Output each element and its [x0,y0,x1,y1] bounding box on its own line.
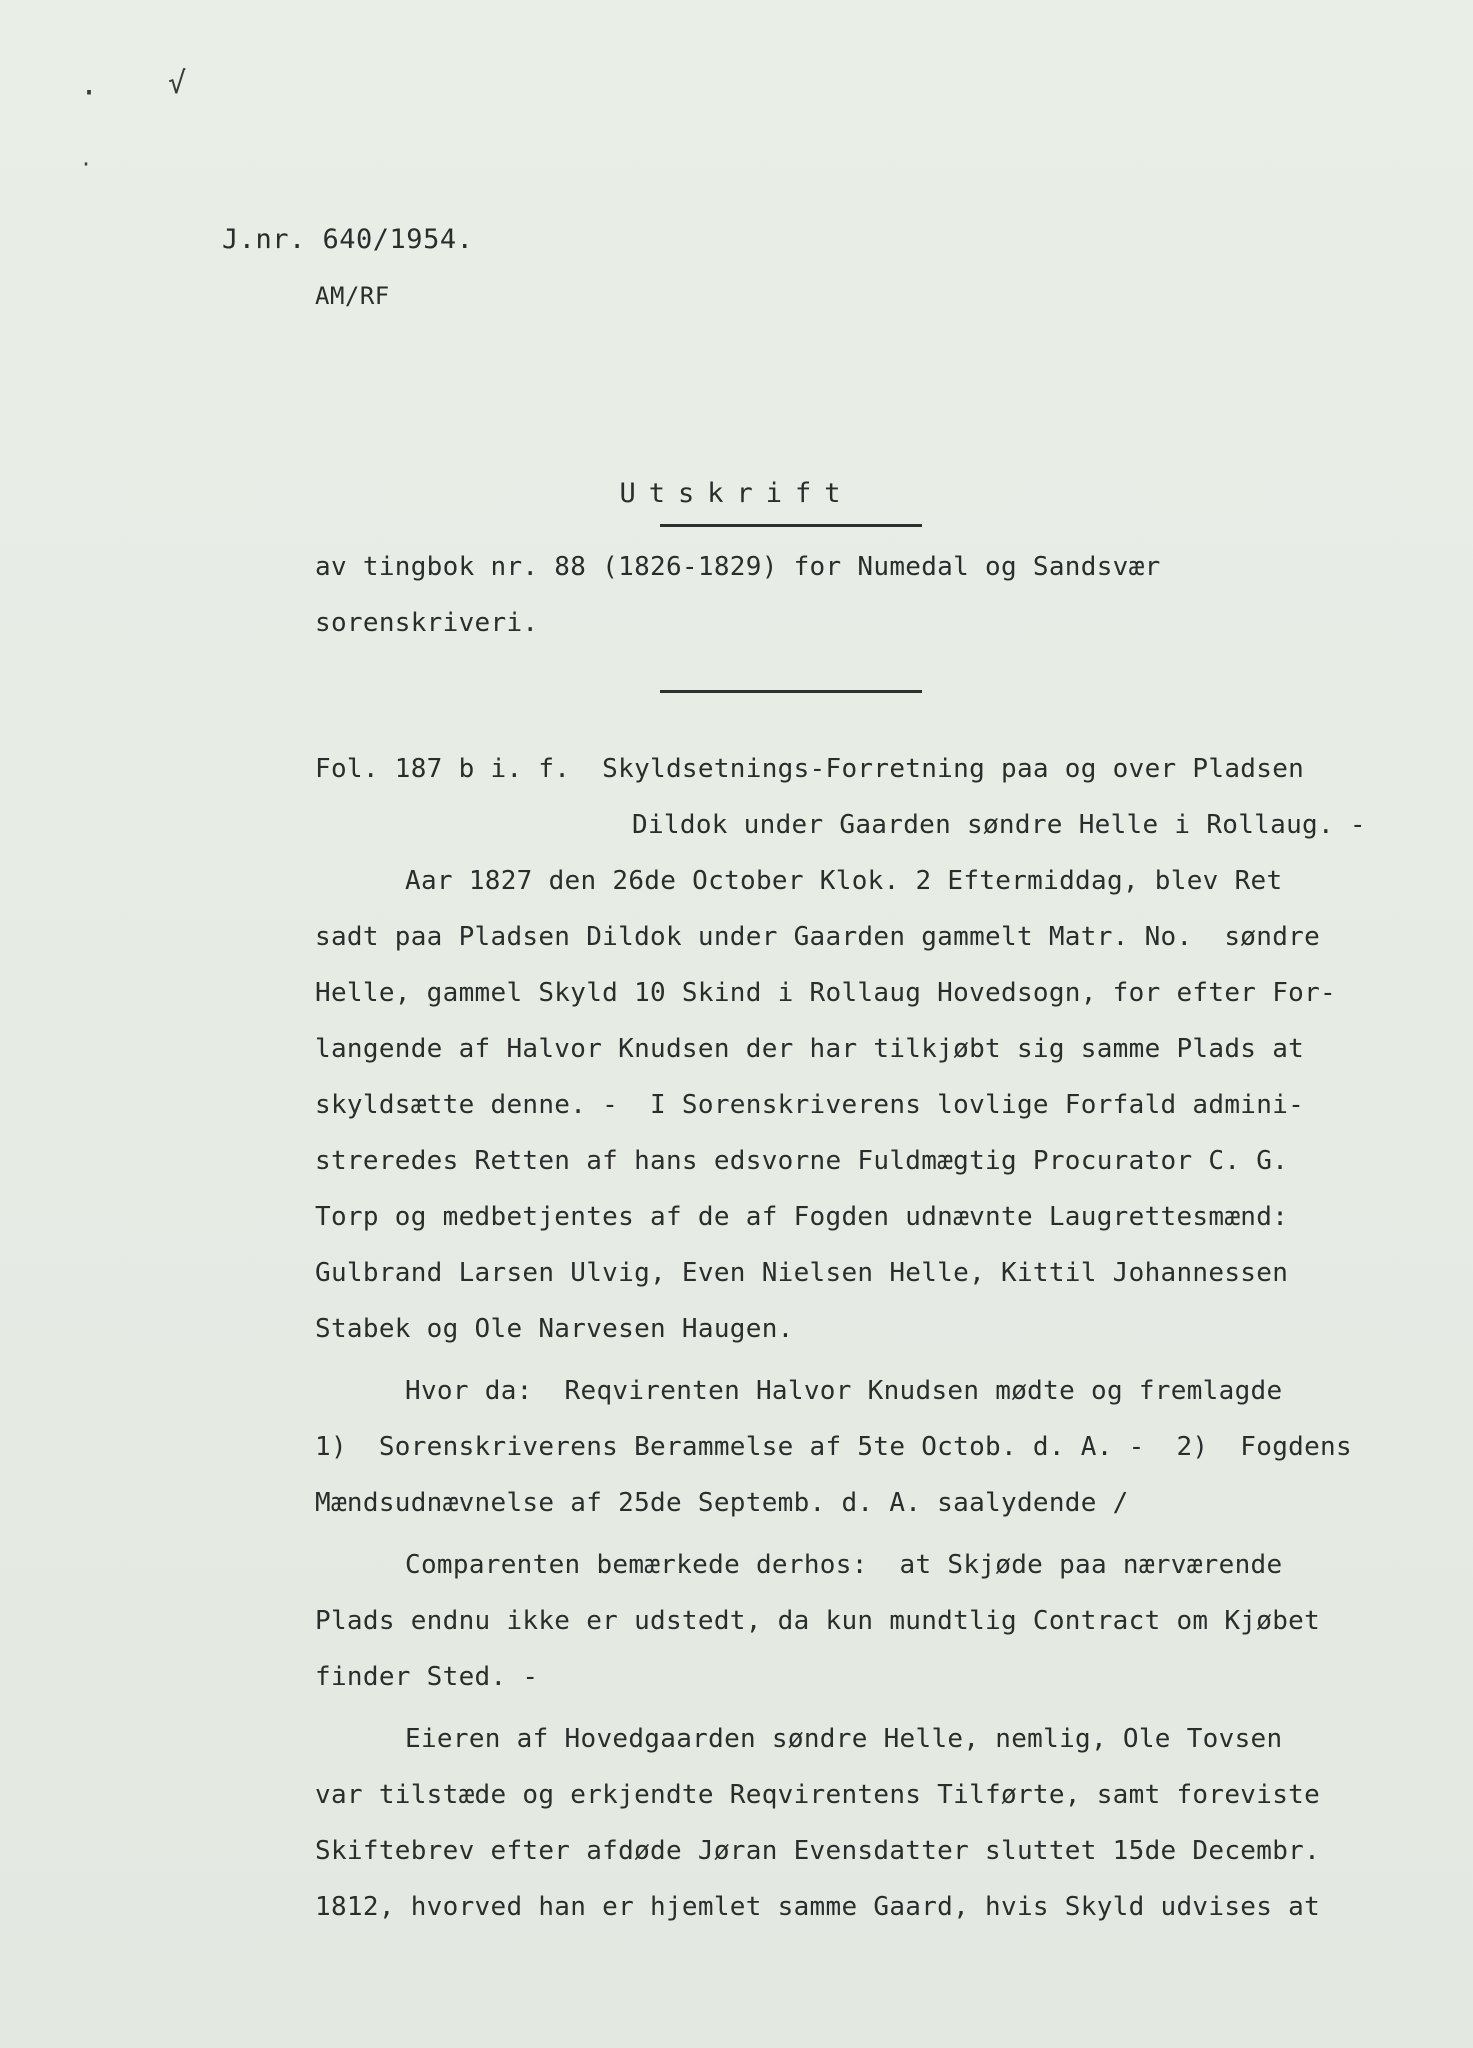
body-line-2: Dildok under Gaarden søndre Helle i Rollaug. - [632,810,1366,840]
body-line-18: Eieren af Hovedgaarden søndre Helle, nemlig, Ole Tovsen [405,1724,1283,1754]
title-underline [660,524,922,527]
body-line-15: Comparenten bemærkede derhos: at Skjøde paa nærværende [405,1550,1283,1580]
body-line-9: Torp og medbetjentes af de af Fogden udnævnte Laugrettesmænd: [315,1202,1289,1232]
body-line-6: langende af Halvor Knudsen der har tilkjøbt sig samme Plads at [315,1034,1305,1064]
margin-dot-2: · [80,152,93,176]
body-line-20: Skiftebrev efter afdøde Jøran Evensdatter sluttet 15de Decembr. [315,1836,1321,1866]
document-title: Utskrift [619,478,854,509]
initials: AM/RF [315,282,390,310]
margin-checkmark: √ [168,66,187,101]
section-divider [660,690,922,693]
body-line-3: Aar 1827 den 26de October Klok. 2 Eftermiddag, blev Ret [405,866,1283,896]
body-line-1: Fol. 187 b i. f. Skyldsetnings-Forretning paa og over Pladsen [315,754,1305,784]
body-line-17: finder Sted. - [315,1662,539,1692]
subtitle-line-2: sorenskriveri. [315,608,539,638]
body-line-5: Helle, gammel Skyld 10 Skind i Rollaug Hovedsogn, for efter For- [315,978,1337,1008]
body-line-21: 1812, hvorved han er hjemlet samme Gaard, hvis Skyld udvises at [315,1892,1321,1922]
margin-dot: · [80,76,99,111]
body-line-10: Gulbrand Larsen Ulvig, Even Nielsen Helle, Kittil Johannessen [315,1258,1289,1288]
body-line-8: streredes Retten af hans edsvorne Fuldmægtig Procurator C. G. [315,1146,1289,1176]
body-line-12: Hvor da: Reqvirenten Halvor Knudsen mødte og fremlagde [405,1376,1283,1406]
body-line-11: Stabek og Ole Narvesen Haugen. [315,1314,794,1344]
body-line-13: 1) Sorenskriverens Berammelse af 5te Octob. d. A. - 2) Fogdens [315,1432,1352,1462]
body-line-16: Plads endnu ikke er udstedt, da kun mundtlig Contract om Kjøbet [315,1606,1321,1636]
journal-number: J.nr. 640/1954. [222,224,474,255]
body-line-19: var tilstæde og erkjendte Reqvirentens Tilførte, samt foreviste [315,1780,1321,1810]
body-line-7: skyldsætte denne. - I Sorenskriverens lovlige Forfald admini- [315,1090,1305,1120]
body-line-14: Mændsudnævnelse af 25de Septemb. d. A. saalydende / [315,1488,1129,1518]
body-line-4: sadt paa Pladsen Dildok under Gaarden gammelt Matr. No. søndre [315,922,1321,952]
subtitle-line-1: av tingbok nr. 88 (1826-1829) for Numedal og Sandsvær [315,552,1161,582]
